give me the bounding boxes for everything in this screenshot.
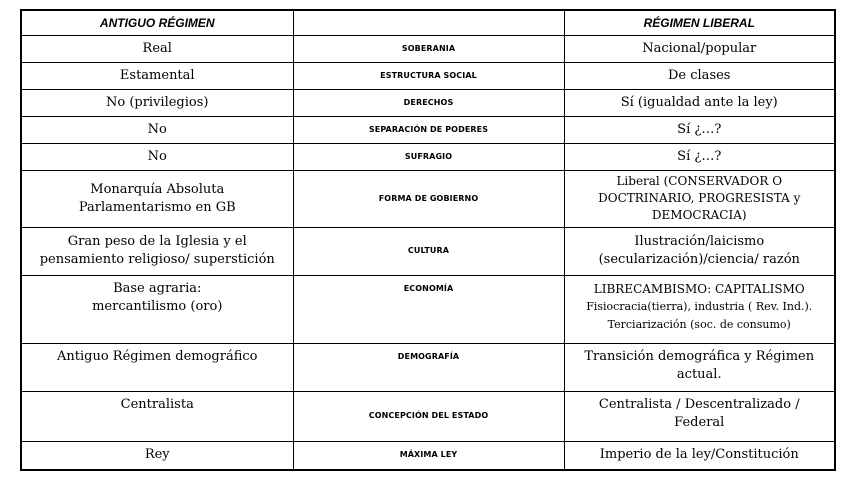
cell-right bbox=[564, 170, 835, 227]
cell-category: ECONOMÍA bbox=[293, 275, 564, 343]
cell-category: SUFRAGIO bbox=[293, 143, 564, 170]
cell-line: Antiguo Régimen demográfico bbox=[56, 348, 258, 364]
cell-line: mercantilismo (oro) bbox=[92, 298, 223, 314]
cell-line: Sí ¿…? bbox=[677, 148, 722, 164]
cell-line: pensamiento religioso/ superstición bbox=[39, 252, 275, 267]
cell-right bbox=[564, 343, 835, 391]
table-row bbox=[21, 170, 835, 227]
cell-right bbox=[564, 391, 835, 441]
cell-line: LIBRECAMBISMO: CAPITALISMO bbox=[593, 281, 805, 296]
cell-category: DERECHOS bbox=[293, 89, 564, 116]
cell-right bbox=[564, 89, 835, 116]
cell-line: (secularización)/ciencia/ razón bbox=[598, 252, 800, 267]
cell-line: Sí ¿…? bbox=[677, 121, 722, 137]
table-row bbox=[21, 116, 835, 143]
header-category bbox=[293, 10, 564, 35]
cell-left bbox=[21, 143, 293, 170]
table-row bbox=[21, 35, 835, 62]
table-header-row bbox=[21, 10, 835, 35]
cell-right bbox=[564, 441, 835, 470]
cell-category: DEMOGRAFÍA bbox=[293, 343, 564, 391]
cell-line: No (privilegios) bbox=[105, 94, 209, 110]
cell-left bbox=[21, 116, 293, 143]
comparison-table-wrapper bbox=[20, 9, 836, 471]
table-row bbox=[21, 441, 835, 470]
cell-right bbox=[564, 227, 835, 275]
cell-line: Federal bbox=[674, 414, 725, 430]
header-antiguo-regimen: ANTIGUO RÉGIMEN bbox=[21, 10, 293, 35]
cell-left bbox=[21, 170, 293, 227]
cell-line: Base agraria: bbox=[113, 280, 202, 296]
cell-left bbox=[21, 391, 293, 441]
cell-left bbox=[21, 343, 293, 391]
cell-line: Imperio de la ley/Constitución bbox=[599, 447, 799, 463]
table-row bbox=[21, 275, 835, 343]
cell-line: Monarquía Absoluta bbox=[90, 181, 225, 197]
cell-category: CULTURA bbox=[293, 227, 564, 275]
cell-line: Centralista bbox=[120, 396, 194, 412]
cell-left bbox=[21, 89, 293, 116]
cell-category: CONCEPCIÓN DEL ESTADO bbox=[293, 391, 564, 441]
cell-line: Nacional/popular bbox=[642, 40, 757, 56]
cell-category: ESTRUCTURA SOCIAL bbox=[293, 62, 564, 89]
cell-line: Parlamentarismo en GB bbox=[78, 199, 236, 215]
cell-category: FORMA DE GOBIERNO bbox=[293, 170, 564, 227]
table-row bbox=[21, 62, 835, 89]
header-regimen-liberal: RÉGIMEN LIBERAL bbox=[564, 10, 835, 35]
cell-line: DEMOCRACIA) bbox=[651, 208, 747, 222]
cell-category: SEPARACIÓN DE PODERES bbox=[293, 116, 564, 143]
table-row bbox=[21, 391, 835, 441]
cell-category: MÁXIMA LEY bbox=[293, 441, 564, 470]
cell-left bbox=[21, 275, 293, 343]
comparison-table bbox=[20, 9, 836, 471]
cell-line: Real bbox=[142, 40, 172, 56]
cell-right bbox=[564, 275, 835, 343]
cell-right bbox=[564, 62, 835, 89]
cell-line: Fisiocracia(tierra), industria ( Rev. Ind.). bbox=[586, 299, 813, 313]
cell-line: No bbox=[147, 148, 167, 164]
cell-line: Liberal (CONSERVADOR O bbox=[616, 174, 783, 188]
cell-line: Ilustración/laicismo bbox=[634, 234, 765, 249]
cell-line: Gran peso de la Iglesia y el bbox=[67, 234, 247, 249]
cell-line: Rey bbox=[144, 447, 170, 463]
cell-line: Sí (igualdad ante la ley) bbox=[620, 94, 778, 110]
cell-left bbox=[21, 441, 293, 470]
cell-right bbox=[564, 35, 835, 62]
table-row bbox=[21, 143, 835, 170]
cell-line: No bbox=[147, 121, 167, 137]
cell-line: Transición demográfica y Régimen bbox=[584, 348, 815, 364]
cell-category: SOBERANIA bbox=[293, 35, 564, 62]
cell-line: Centralista / Descentralizado / bbox=[598, 396, 800, 412]
cell-line: Terciarización (soc. de consumo) bbox=[607, 317, 791, 331]
table-row bbox=[21, 89, 835, 116]
table-row bbox=[21, 227, 835, 275]
cell-left bbox=[21, 62, 293, 89]
cell-line: actual. bbox=[676, 366, 722, 382]
table-row bbox=[21, 343, 835, 391]
cell-right bbox=[564, 143, 835, 170]
cell-line: Estamental bbox=[119, 67, 195, 83]
cell-line: DOCTRINARIO, PROGRESISTA y bbox=[598, 191, 801, 205]
cell-line: De clases bbox=[668, 67, 731, 83]
cell-left bbox=[21, 35, 293, 62]
cell-right bbox=[564, 116, 835, 143]
cell-left bbox=[21, 227, 293, 275]
